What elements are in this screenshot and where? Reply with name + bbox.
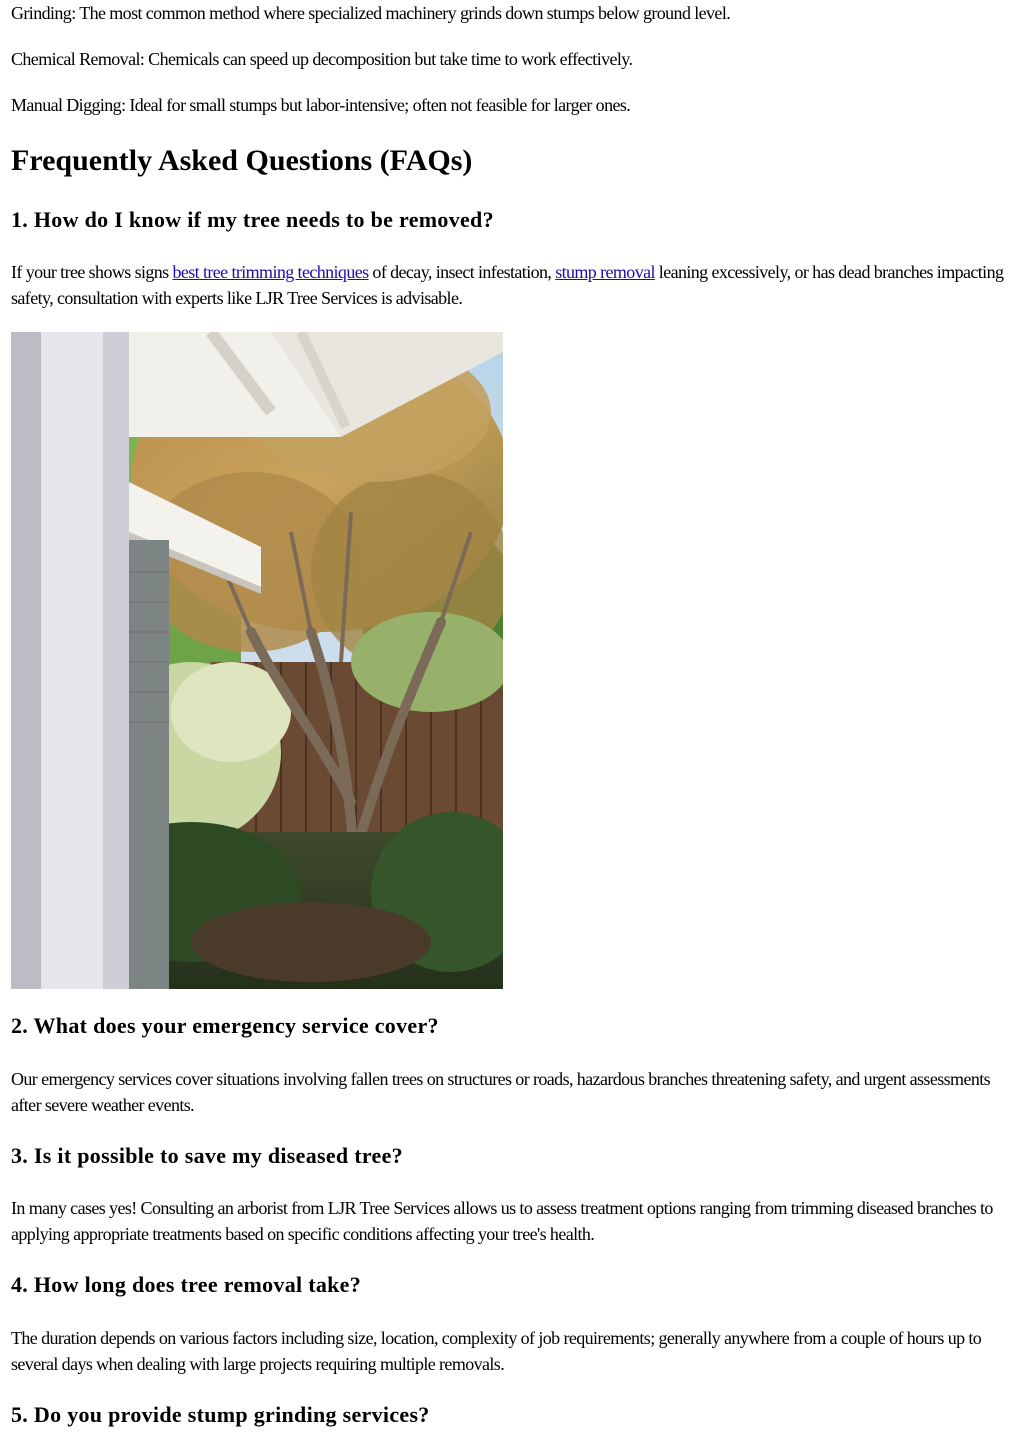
link-best-tree-trimming-techniques[interactable]: best tree trimming techniques <box>172 262 369 282</box>
method-grinding: Grinding: The most common method where specialized machinery grinds down stumps below ground level. <box>11 3 731 23</box>
faq-heading: Frequently Asked Questions (FAQs) <box>11 144 473 177</box>
faq-question-3: 3. Is it possible to save my diseased tree? <box>11 1143 403 1168</box>
faq-answer-1: If your tree shows signs best tree trimming techniques of decay, insect infestation, stump removal leaning excessively, or has dead branches impacting safety, consultation with experts like LJR Tree Services is advisable. <box>11 262 1004 308</box>
link-stump-removal[interactable]: stump removal <box>555 262 655 282</box>
faq-question-2: 2. What does your emergency service cover? <box>11 1013 439 1038</box>
tree-photo <box>11 332 503 989</box>
faq-question-1: 1. How do I know if my tree needs to be removed? <box>11 207 494 232</box>
faq-question-4: 4. How long does tree removal take? <box>11 1272 362 1297</box>
method-chemical-removal: Chemical Removal: Chemicals can speed up decomposition but take time to work effectively. <box>11 49 633 69</box>
faq-answer-4: The duration depends on various factors including size, location, complexity of job requirements; generally anywhere from a couple of hours up to several days when dealing with large projects requiring multiple removals. <box>11 1328 982 1374</box>
method-manual-digging: Manual Digging: Ideal for small stumps but labor-intensive; often not feasible for larger ones. <box>11 95 631 115</box>
faq-question-5: 5. Do you provide stump grinding services? <box>11 1402 430 1427</box>
faq-answer-2: Our emergency services cover situations involving fallen trees on structures or roads, hazardous branches threatening safety, and urgent assessments after severe weather events. <box>11 1069 991 1115</box>
faq-answer-3: In many cases yes! Consulting an arborist from LJR Tree Services allows us to assess treatment options ranging from trimming diseased branches to applying appropriate treatments based on specific conditions affecting your tree's health. <box>11 1198 993 1244</box>
